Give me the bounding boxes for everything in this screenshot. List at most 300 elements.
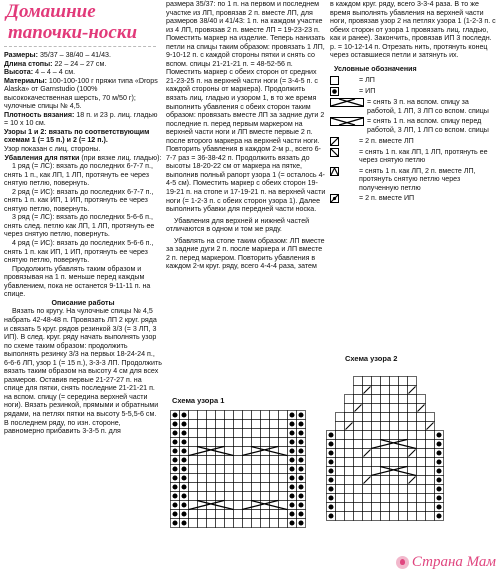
chart1-cell (225, 429, 234, 438)
purl-dot (289, 484, 294, 489)
purl-dot (172, 520, 177, 525)
chart1-cell (189, 411, 198, 420)
purl-dot (298, 520, 303, 525)
chart1-cell (207, 456, 216, 465)
chart1-cell (207, 438, 216, 447)
chart1-cell (252, 438, 261, 447)
chart2-cell (390, 449, 399, 458)
chart1-cell (234, 474, 243, 483)
chart2-cell (390, 422, 399, 431)
chart2-cell (390, 476, 399, 485)
chart2-cell (354, 458, 363, 467)
chart2-cell (408, 494, 417, 503)
column-middle (166, 0, 326, 271)
chart1-cell (279, 411, 288, 420)
chart2-cell (390, 512, 399, 521)
heel-row-5: Продолжить убавлять таким образом и провязывая на 1 п. меньше перед каждым убавлением, пока не останется 9-11-11 п. на спице. (4, 264, 151, 299)
purl-dot (172, 466, 177, 471)
chart1-cell (198, 510, 207, 519)
pattern-intro-2: Узор показан с лиц. стороны. (4, 145, 101, 154)
chart1-cell (234, 456, 243, 465)
chart1-cell (270, 474, 279, 483)
description-text: Вязать по кругу. На чулочные спицы № 4,5 набрать 42-48-48 п. Провязать ЛП 2 круг. ряда и связать 5 круг. рядов резинкой 3/3 (= 3 ЛП, 3 ИП). В след. круг. ряду начать выполнять узор по схеме таким образом: продолжить выполнять резинку 3/3 на первых 18-24-24 п., 6-6-6 ЛП, узор 1 (= 15 п.), 3-3-3 ЛП. Продолжить вязать таким образом на высоту 4 см для всех размеров. Оставив первые 21-27-27 п. на спице для пятки, снять последние 21-21-21 п. на вспом. спицу (= середина верхней части ноги). Вязать резинкой, прямыми и обратными рядами, на петлях пятки на высоту 5-5,5-6 см. В последнем ряду, по изн. стороне, равномерно прибавить 3-3-5 п. для (4, 307, 162, 436)
chart1-cell (225, 474, 234, 483)
chart1-cell (216, 456, 225, 465)
chart2-cell (426, 440, 435, 449)
chart1-cell (243, 492, 252, 501)
purl-dot (328, 468, 333, 473)
chart2-cell (390, 395, 399, 404)
chart1-cell (252, 510, 261, 519)
chart1-cell (207, 519, 216, 528)
chart1-cell (234, 483, 243, 492)
chart2-cell (345, 431, 354, 440)
chart2-cell (354, 422, 363, 431)
heart-icon (396, 556, 409, 569)
chart2-cell (354, 395, 363, 404)
chart1-cell (279, 456, 288, 465)
chart1-cell (270, 519, 279, 528)
chart2-cell (390, 431, 399, 440)
chart2-cell (363, 458, 372, 467)
instructions-part2: Убавления для верхней и нижней частей отличаются в одном и том же ряду. (166, 216, 310, 234)
chart2-cell (336, 440, 345, 449)
chart1-cell (207, 465, 216, 474)
chart1-cell (216, 420, 225, 429)
purl-dot (181, 520, 186, 525)
chart1-cell (207, 492, 216, 501)
chart2-cell (381, 503, 390, 512)
chart2-cell (399, 422, 408, 431)
purl-dot (328, 477, 333, 482)
purl-dot (328, 513, 333, 518)
purl-dot (181, 502, 186, 507)
chart2-cell (354, 476, 363, 485)
chart1-cell (234, 411, 243, 420)
chart2-cell (417, 485, 426, 494)
purl-dot (181, 475, 186, 480)
chart2-cell (390, 413, 399, 422)
purl-dot (172, 430, 177, 435)
purl-dot (289, 520, 294, 525)
chart1-cell (207, 474, 216, 483)
chart2-cell (354, 503, 363, 512)
chart2-cell (381, 431, 390, 440)
chart1-cell (198, 519, 207, 528)
purl-dot (298, 430, 303, 435)
chart1-cell (261, 456, 270, 465)
chart1-cell (279, 492, 288, 501)
chart2-cell (345, 449, 354, 458)
heel-section-title: Убавления для пятки (при вязке лиц. гладью): (4, 153, 162, 162)
column-right (330, 0, 496, 205)
purl-dot (172, 421, 177, 426)
chart2-cell (417, 494, 426, 503)
chart2-cell (336, 449, 345, 458)
chart2-title: Схема узора 2 (345, 354, 398, 363)
height-spec: Высота: 4 – 4 – 4 см. (4, 68, 76, 77)
purl-dot (436, 477, 441, 482)
chart1-cell (189, 438, 198, 447)
chart2-cell (363, 467, 372, 476)
chart1-cell (243, 420, 252, 429)
chart1-cell (270, 492, 279, 501)
chart1-cell (243, 411, 252, 420)
chart1-cell (279, 474, 288, 483)
purl-dot (298, 511, 303, 516)
purl-dot (298, 412, 303, 417)
chart2-cell (345, 413, 354, 422)
chart1-cell (261, 492, 270, 501)
purl-dot (298, 448, 303, 453)
purl-dot (181, 457, 186, 462)
chart2-cell (390, 494, 399, 503)
chart2-cell (372, 458, 381, 467)
chart2-cell (408, 431, 417, 440)
chart2-cell (426, 458, 435, 467)
heel-row-4: 4 ряд (= ИС): вязать до последних 5-6-6 п., снять 1 п. как ИП, 1 ИП, протянуть ее через снятую петлю, повернуть. (4, 239, 154, 265)
chart2-cell (408, 404, 417, 413)
chart2-cell (417, 431, 426, 440)
chart1-cell (216, 492, 225, 501)
chart1-cell (207, 429, 216, 438)
chart1-cell (216, 510, 225, 519)
purl-dot (436, 504, 441, 509)
purl-dot (289, 421, 294, 426)
k2tog-symbol-icon (330, 137, 356, 146)
chart2-cell (345, 440, 354, 449)
chart1-cell (243, 429, 252, 438)
chart1-cell (234, 465, 243, 474)
cable-back-symbol-icon (330, 98, 364, 107)
purl-dot (436, 486, 441, 491)
chart1-cell (279, 429, 288, 438)
chart2-cell (399, 485, 408, 494)
chart2-cell (390, 404, 399, 413)
purl-dot (298, 475, 303, 480)
chart2-cell (408, 458, 417, 467)
chart2-cell (363, 395, 372, 404)
chart1-cell (261, 438, 270, 447)
site-watermark: Страна Мам (396, 554, 496, 571)
purl-dot (328, 504, 333, 509)
instructions-part3: Убавлять на стопе таким образом: ЛП вместе за задние дуги 2 п. после маркера и ЛП вместе 2 п. перед маркером. Повторить убавления в каждом 2-м круг. ряду, всего 4-4-4 раза, затем (166, 236, 325, 271)
chart1-cell (225, 510, 234, 519)
purl-dot (181, 412, 186, 417)
purl-dot (298, 502, 303, 507)
chart2-cell (354, 467, 363, 476)
chart2-cell (345, 404, 354, 413)
chart1-cell (261, 429, 270, 438)
purl-dot (172, 439, 177, 444)
chart2-cell (372, 395, 381, 404)
chart1-cell (198, 438, 207, 447)
purl-dot (436, 432, 441, 437)
chart2-cell (336, 476, 345, 485)
chart2-cell (417, 476, 426, 485)
chart1-cell (243, 483, 252, 492)
chart1-cell (261, 474, 270, 483)
density-spec: Плотность вязания: 18 п. и 23 р. лиц. гладью = 10 х 10 см. (4, 110, 158, 128)
chart2-cell (381, 458, 390, 467)
chart2-cell (399, 503, 408, 512)
purl-dot (172, 448, 177, 453)
chart2-cell (408, 395, 417, 404)
chart2-cell (363, 413, 372, 422)
chart1-cell (198, 474, 207, 483)
legend-item-knit: = ЛП (330, 76, 496, 85)
chart2-cell (426, 449, 435, 458)
chart1-cell (279, 519, 288, 528)
pattern-chart-1 (170, 410, 310, 530)
chart1-cell (234, 501, 243, 510)
chart2-cell (345, 503, 354, 512)
purl-dot (436, 513, 441, 518)
chart1-cell (198, 465, 207, 474)
purl-dot (289, 439, 294, 444)
chart2-cell (408, 503, 417, 512)
chart2-cell (363, 494, 372, 503)
purl-dot (436, 450, 441, 455)
purl-dot (181, 484, 186, 489)
purl-dot (436, 459, 441, 464)
chart2-cell (417, 512, 426, 521)
chart2-cell (381, 494, 390, 503)
chart1-cell (225, 456, 234, 465)
chart1-cell (189, 519, 198, 528)
chart1-cell (252, 519, 261, 528)
chart1-cell (234, 519, 243, 528)
pattern-intro-1: Узоры 1 и 2: вязать по соответствующим схемам 1 (= 15 п.) и 2 (= 12 п.). (4, 127, 150, 145)
chart2-cell (354, 512, 363, 521)
chart2-cell (408, 413, 417, 422)
chart1-cell (243, 474, 252, 483)
chart2-cell (336, 503, 345, 512)
purl-dot (181, 466, 186, 471)
purl-dot (328, 432, 333, 437)
chart2-cell (354, 494, 363, 503)
chart1-cell (207, 510, 216, 519)
chart2-cell (399, 494, 408, 503)
chart2-cell (426, 494, 435, 503)
cable-front-symbol-icon (330, 117, 364, 126)
chart2-cell (426, 485, 435, 494)
chart1-cell (198, 456, 207, 465)
chart1-cell (243, 456, 252, 465)
chart1-cell (261, 519, 270, 528)
chart2-cell (336, 422, 345, 431)
chart1-cell (225, 438, 234, 447)
chart1-cell (216, 438, 225, 447)
chart1-cell (216, 474, 225, 483)
chart1-cell (261, 411, 270, 420)
purl-dot (328, 450, 333, 455)
purl-dot (298, 421, 303, 426)
chart2-cell (381, 395, 390, 404)
purl-dot (289, 493, 294, 498)
pattern-chart-2 (326, 376, 452, 526)
purl-dot (289, 448, 294, 453)
article-title-line2: тапочки-носки (8, 22, 138, 43)
chart1-cell (243, 438, 252, 447)
legend-title: Условные обозначения (334, 64, 417, 73)
purl-dot (289, 466, 294, 471)
chart2-cell (363, 485, 372, 494)
heel-row-1: 1 ряд (= ЛС): вязать до последних 6-7-7 п., снять 1 п., как ЛП, 1 ЛП, протянуть ее через снятую петлю, повернуть. (4, 162, 153, 188)
chart1-cell (216, 429, 225, 438)
chart2-cell (372, 449, 381, 458)
chart1-cell (270, 429, 279, 438)
chart2-cell (345, 476, 354, 485)
chart2-cell (372, 377, 381, 386)
chart1-cell (261, 510, 270, 519)
chart2-cell (390, 503, 399, 512)
chart1-cell (216, 465, 225, 474)
chart1-cell (225, 465, 234, 474)
foot-length-spec: Длина стопы: 22 – 24 – 27 см. (4, 59, 107, 68)
purl-dot (289, 430, 294, 435)
purl-dot (328, 486, 333, 491)
chart2-cell (363, 404, 372, 413)
chart1-cell (189, 420, 198, 429)
chart2-cell (372, 386, 381, 395)
chart1-cell (279, 510, 288, 519)
chart1-cell (234, 429, 243, 438)
chart1-cell (225, 420, 234, 429)
chart1-cell (261, 420, 270, 429)
purl-dot (289, 457, 294, 462)
purl-dot (328, 495, 333, 500)
chart2-cell (381, 512, 390, 521)
chart2-cell (426, 413, 435, 422)
purl-dot (181, 421, 186, 426)
chart2-cell (417, 440, 426, 449)
chart1-cell (252, 429, 261, 438)
purl-symbol-icon (330, 87, 356, 96)
knit-symbol-icon (330, 76, 356, 85)
description-title: Описание работы (51, 298, 115, 307)
chart2-cell (363, 377, 372, 386)
purl-dot (172, 457, 177, 462)
chart2-cell (390, 485, 399, 494)
chart1-cell (270, 411, 279, 420)
chart2-cell (372, 512, 381, 521)
chart1-cell (252, 411, 261, 420)
chart2-cell (354, 485, 363, 494)
chart1-cell (225, 483, 234, 492)
chart1-cell (189, 474, 198, 483)
chart1-cell (243, 510, 252, 519)
legend-item-purl: = ИП (330, 87, 496, 96)
title-divider (4, 46, 156, 47)
chart2-cell (426, 503, 435, 512)
chart1-cell (252, 420, 261, 429)
chart1-cell (270, 438, 279, 447)
chart2-cell (426, 431, 435, 440)
purl-dot (289, 511, 294, 516)
materials-spec: Материалы: 100-100-100 г пряжи типа «Drops Alaska» от Garnstudio (100% высококачественная шерсть, 70 м/50 г); чулочные спицы № 4,5. (4, 76, 158, 111)
chart2-cell (417, 395, 426, 404)
purl-dot (289, 502, 294, 507)
chart2-cell (354, 413, 363, 422)
chart2-cell (381, 386, 390, 395)
purl-dot (289, 475, 294, 480)
chart1-cell (189, 510, 198, 519)
chart1-cell (234, 492, 243, 501)
chart1-cell (207, 483, 216, 492)
purl-dot (436, 441, 441, 446)
chart2-cell (426, 467, 435, 476)
chart2-cell (390, 386, 399, 395)
chart2-cell (354, 431, 363, 440)
chart1-cell (189, 429, 198, 438)
chart2-cell (399, 431, 408, 440)
legend-item-ssk: = снять 1 п. как ЛП, 1 ЛП, протянуть ее через снятую петлю (330, 148, 496, 165)
chart1-cell (252, 474, 261, 483)
legend-item-cable-back: = снять 3 п. на вспом. спицу за работой, 1 ЛП, 3 ЛП со вспом. спицы (330, 98, 496, 115)
chart1-cell (189, 465, 198, 474)
chart2-cell (417, 413, 426, 422)
chart1-cell (270, 483, 279, 492)
legend-item-p2tog: = 2 п. вместе ИП (330, 194, 496, 203)
chart2-cell (363, 431, 372, 440)
chart2-cell (381, 422, 390, 431)
chart1-cell (198, 411, 207, 420)
instructions-part4: в каждом круг. ряду, всего 3-3-4 раза. В то же время выполнять убавления на верхней части ноги, провязав узор 2 на петлях узора 1 (1-2-3 п. с обеих сторон от узора 1 провязать лиц. гладью, как и ранее). Закончить, провязав ИП 3 последн. р. = 10-12-14 п. Отрезать нить, протянуть конец через оставшиеся петли и затянуть их. (330, 0, 496, 60)
purl-dot (436, 495, 441, 500)
chart2-cell (354, 449, 363, 458)
chart2-cell (372, 476, 381, 485)
chart2-cell (372, 422, 381, 431)
chart2-cell (336, 494, 345, 503)
chart1-cell (234, 420, 243, 429)
chart1-cell (198, 429, 207, 438)
chart1-cell (216, 483, 225, 492)
purl-dot (181, 511, 186, 516)
p2tog-symbol-icon (330, 194, 356, 203)
purl-dot (181, 448, 186, 453)
chart2-cell (354, 440, 363, 449)
chart2-cell (336, 485, 345, 494)
purl-dot (181, 493, 186, 498)
chart2-cell (390, 377, 399, 386)
legend-item-sk2po: = снять 1 п. как ЛП, 2 п. вместе ЛП, протянуть снятую петлю через полученную петлю (330, 167, 496, 193)
chart2-cell (408, 485, 417, 494)
chart2-cell (399, 404, 408, 413)
chart2-cell (408, 422, 417, 431)
article-title-line1: Домашние (6, 1, 96, 22)
chart2-cell (399, 512, 408, 521)
chart1-cell (270, 510, 279, 519)
chart2-cell (363, 440, 372, 449)
chart2-cell (381, 377, 390, 386)
chart2-cell (336, 467, 345, 476)
purl-dot (436, 468, 441, 473)
chart1-cell (198, 420, 207, 429)
chart2-cell (336, 431, 345, 440)
purl-dot (298, 466, 303, 471)
purl-dot (181, 439, 186, 444)
heel-row-2: 2 ряд (= ИС): вязать до последних 6-7-7 п., снять 1 п. как ИП, 1 ИП, протянуть ее через снятую петлю, повернуть. (4, 187, 154, 213)
purl-dot (172, 475, 177, 480)
chart2-cell (381, 413, 390, 422)
chart2-cell (363, 422, 372, 431)
instructions-part1: размера 35/37: по 1 п. на первом и последнем участке из ЛП, провязав 2 п. вместе ЛП, для размеров 38/40 и 41/43: 1 п. на каждом участке из 4 ЛП, провязав 2 п. вместе ЛП = 19-23-23 п. Поместить маркер на изделие. Теперь нанизать петли на спицы таким образом: провязать 1 ЛП, 9-10-12 п. с каждой стороны пятки и снять со вспом. спицы 21-21-21 п. = 48-52-56 п. Поместить маркер с обеих сторон от средних 21-23-25 п. на верхней части ноги (= 3-4-5 п. с каждой стороны от маркера). Продолжить вязать лиц. гладью и узором 1, в то же время выполнить убавления с обеих сторон таким образом: провязать вместе ЛП за задние дуги 2 последние п. перед первым маркером на верхней части ноги и ЛП вместе первые 2 п. после второго маркера на верхней части ноги. Повторить убавления в каждом 2-м р., всего 6-7-7 раз = 36-38-42 п. Продолжить вязать до высоты 18-20-22 см от маркера на пятке, выполнив полный рапорт узора 1 (= осталось 4-4-5 см). Поместить маркер с обеих сторон 19-19-21 п. на стопе и 17-19-21 п. на верхней части ноги (= 1-2-3 п. с обеих сторон узора 1). Далее выполнить убавки для передней части носка. (166, 0, 326, 214)
chart1-cell (234, 438, 243, 447)
purl-dot (289, 412, 294, 417)
chart1-cell (279, 465, 288, 474)
chart2-cell (399, 395, 408, 404)
